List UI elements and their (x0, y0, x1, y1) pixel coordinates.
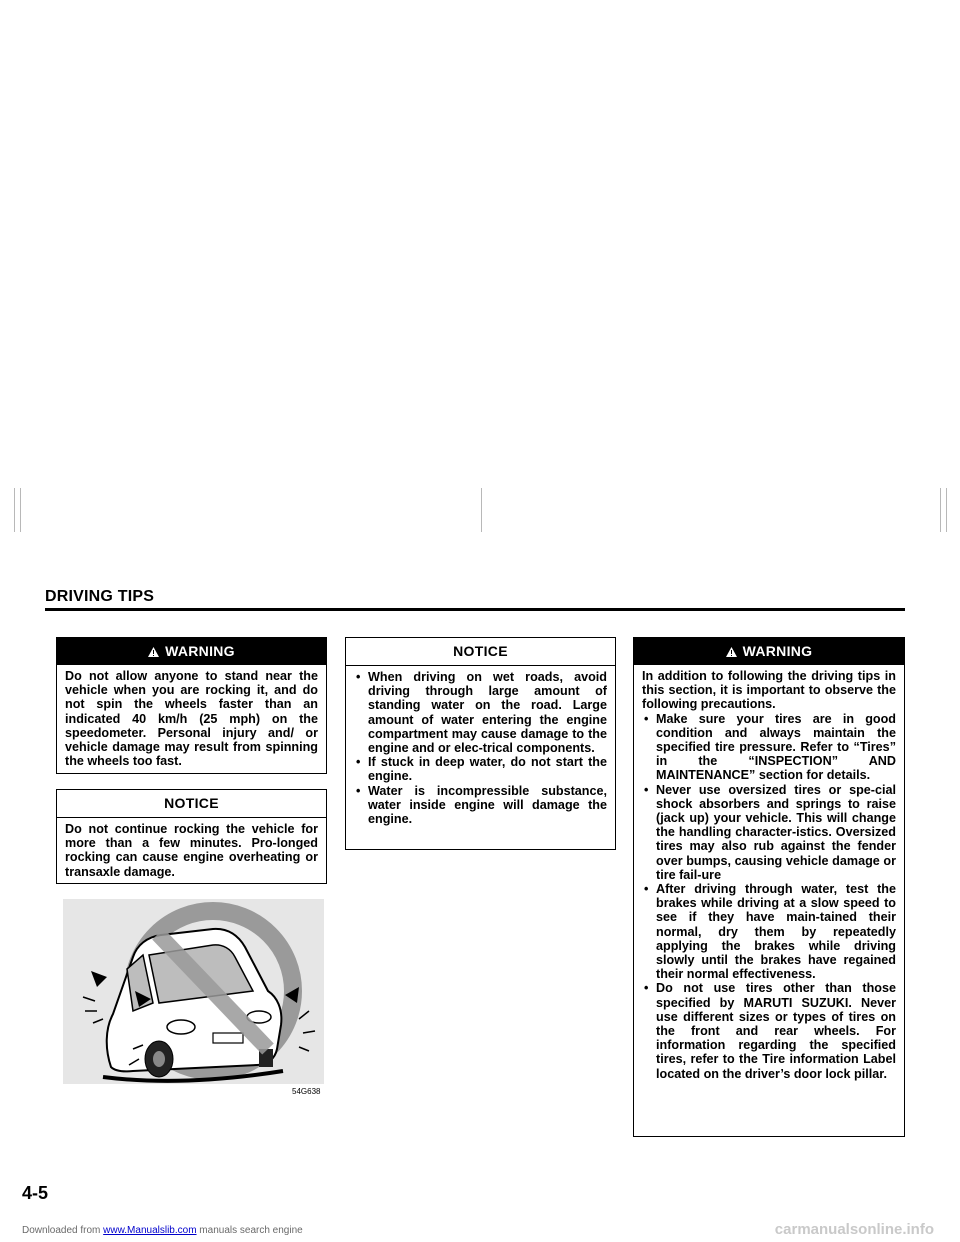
warning-text: Do not allow anyone to stand near the vehicle when you are rocking it, and do not spin the wheels faster than an indicated 40 km/h (25 mph) on the speedometer. Personal injury and/ or vehicle damage may result from spinning the wheels too fast. (65, 669, 318, 769)
warning-triangle-icon (148, 647, 159, 657)
notice-list (354, 670, 607, 826)
list-item: • Make sure your tires are in good condition and always maintain the specified tire pressure. Refer to “Tires” in the “INSPECTION” AND MAINTENANCE” section for details. (642, 712, 896, 783)
list-item: • After driving through water, test the brakes while driving at a slow speed to see if they have main-tained their normal, dry them by repeatedly applying the brakes while driving slowly until the brakes have regained their normal effectiveness. (642, 882, 896, 981)
list-item: • Water is incompressible substance, water inside engine will damage the engine. (354, 784, 607, 827)
warning-intro: In addition to following the driving tips in this section, it is important to observe the following precautions. (642, 669, 896, 712)
page-number: 4-5 (22, 1183, 49, 1203)
warning-header (634, 638, 904, 665)
list-item: • Never use oversized tires or spe-cial shock absorbers and springs to raise (jack up) your vehicle. This will change the handling character-istics. Oversized tires may also rub against the fender over bumps, causing vehicle damage or tire fail-ure (642, 783, 896, 882)
footer-prefix: Downloaded from (22, 1225, 104, 1236)
crop-mark (481, 488, 482, 532)
list-item: • If stuck in deep water, do not start the engine. (354, 755, 607, 783)
notice-header (346, 638, 615, 666)
footer-suffix: manuals search engine (196, 1225, 303, 1236)
figure-code: 54G638 (292, 1087, 321, 1096)
list-item: • Do not use tires other than those specified by MARUTI SUZUKI. Never use different sizes or types of tires on the front and rear wheels. For information regarding the specified tires, refer to the Tire information Label located on the driver’s door lock pillar. (642, 981, 896, 1080)
notice-box-water (345, 637, 616, 850)
warning-title: WARNING (742, 643, 813, 660)
notice-title: NOTICE (164, 795, 219, 812)
notice-header (57, 790, 326, 818)
crop-mark (14, 488, 15, 532)
crop-mark (940, 488, 941, 532)
warning-header (57, 638, 326, 665)
warning-box-rocking (56, 637, 327, 774)
illustration-rocking-car (63, 899, 324, 1084)
section-title: DRIVING TIPS (45, 588, 155, 605)
download-footer (22, 1225, 303, 1236)
section-rule (45, 608, 905, 611)
crop-mark (20, 488, 21, 532)
notice-text: Do not continue rocking the vehicle for more than a few minutes. Pro-longed rocking can cause engine overheating or transaxle damage. (65, 822, 318, 879)
car-prohibited-illustration (63, 899, 324, 1084)
manualslib-link[interactable]: www.Manualslib.com (103, 1225, 197, 1236)
list-item: • When driving on wet roads, avoid driving through large amount of standing water on the road. Large amount of water entering the engine compartment may cause damage to the engine and or elec-trical components. (354, 670, 607, 755)
notice-title: NOTICE (453, 643, 508, 660)
warning-box-tires (633, 637, 905, 1137)
notice-box-rocking (56, 789, 327, 884)
crop-mark (946, 488, 947, 532)
warning-list (642, 712, 896, 1081)
watermark: carmanualsonline.info (774, 1221, 934, 1238)
warning-title: WARNING (165, 643, 235, 660)
warning-triangle-icon (726, 647, 737, 657)
